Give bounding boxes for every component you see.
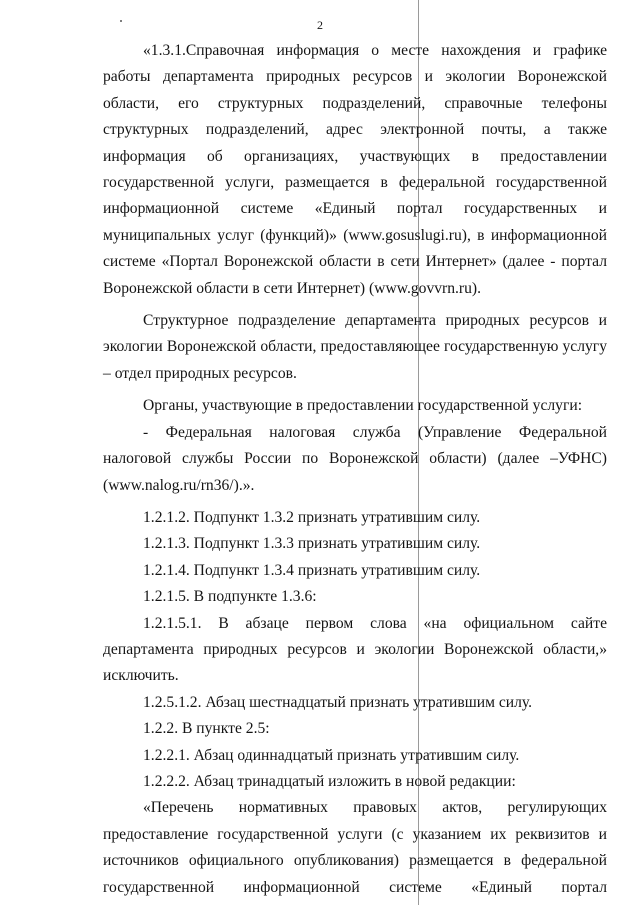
- document-body: [103, 38, 607, 901]
- paragraph: 1.2.1.5.1. В абзаце первом слова «на официальном сайте департамента природных ресурсов и экологии Воронежской области,» исключить.: [103, 614, 607, 685]
- paragraph: 1.2.2. В пункте 2.5:: [143, 720, 270, 738]
- paragraph: 1.2.1.5. В подпункте 1.3.6:: [143, 588, 317, 606]
- paragraph: «1.3.1.Справочная информация о месте нахождения и графике работы департамента природных ресурсов и экологии Воронежской области, его структурных подразделений, справочные телефоны структурных подразделений, адрес электронной почты, а также информация об организациях, участвующих в предоставлении государственной услуги, размещается в федеральной государственной информационной системе «Единый портал государственных и муниципальных услуг (функций)» (www.gosuslugi.ru), в информационной системе «Портал Воронежской области в сети Интернет» (далее - портал Воронежской области в сети Интернет) (www.govvrn.ru).: [103, 42, 607, 297]
- paragraph: 1.2.1.4. Подпункт 1.3.4 признать утратившим силу.: [143, 561, 481, 579]
- paragraph: 1.2.1.3. Подпункт 1.3.3 признать утратившим силу.: [143, 535, 481, 553]
- paragraph: 1.2.2.1. Абзац одиннадцатый признать утратившим силу.: [143, 746, 520, 764]
- paragraph: 1.2.5.1.2. Абзац шестнадцатый признать утратившим силу.: [143, 693, 533, 711]
- page-number: 2: [317, 18, 323, 32]
- paragraph: Органы, участвующие в предоставлении государственной услуги:: [143, 397, 583, 415]
- paragraph: 1.2.2.2. Абзац тринадцатый изложить в новой редакции:: [143, 772, 516, 790]
- paragraph: - Федеральная налоговая служба (Управление Федеральной налоговой службы России по Воронежской области) (далее –УФНС) (www.nalog.ru/rn36/).».: [103, 423, 607, 494]
- paragraph: 1.2.1.2. Подпункт 1.3.2 признать утратившим силу.: [143, 508, 481, 526]
- paragraph: «Перечень нормативных правовых актов, регулирующих предоставление государственной услуги (с указанием их реквизитов и источников официального опубликования) размещается в федеральной государственной информационной системе «Единый портал: [103, 799, 607, 896]
- paragraph: Структурное подразделение департамента природных ресурсов и экологии Воронежской области, предоставляющее государственную услугу – отдел природных ресурсов.: [103, 312, 607, 382]
